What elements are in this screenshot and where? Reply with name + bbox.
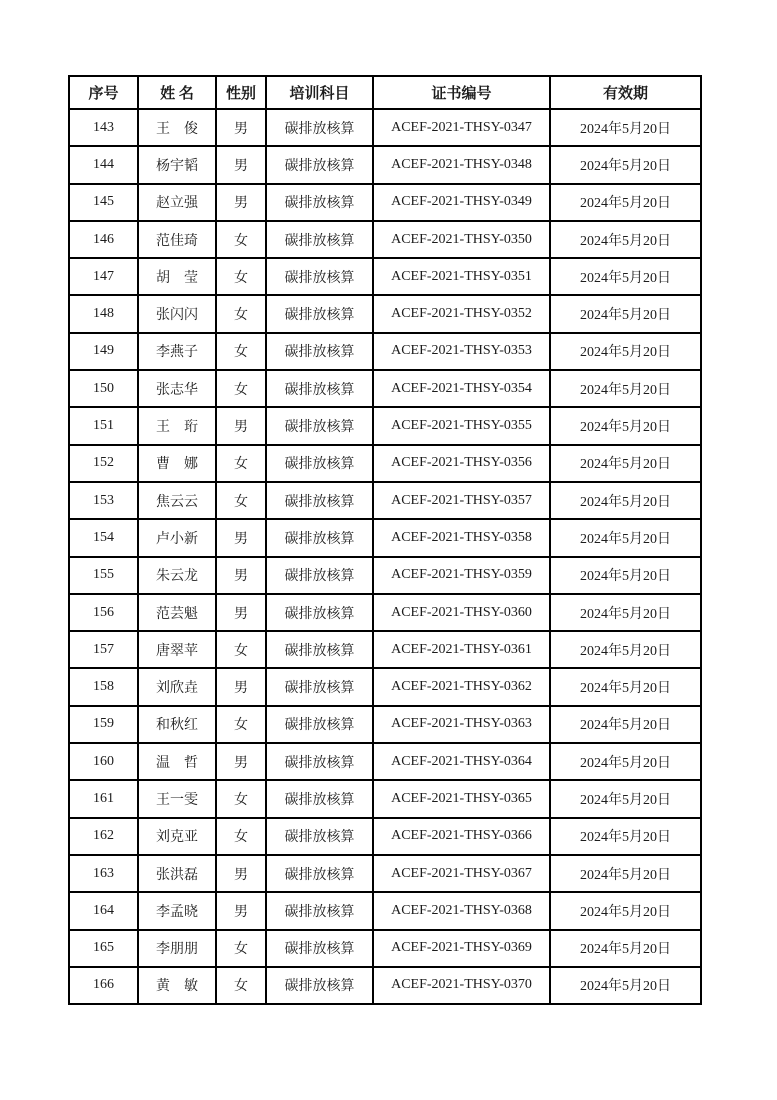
table-row [69, 407, 701, 444]
table-row [69, 184, 701, 221]
cell-subject: 碳排放核算 [266, 743, 373, 780]
cell-index: 147 [69, 258, 138, 295]
certificate-table [68, 75, 702, 1005]
column-header-validity: 有效期 [550, 76, 701, 109]
table-row [69, 668, 701, 705]
cell-validity: 2024年5月20日 [550, 221, 701, 258]
cell-cert_no: ACEF-2021-THSY-0347 [373, 109, 550, 146]
cell-subject: 碳排放核算 [266, 482, 373, 519]
cell-subject: 碳排放核算 [266, 855, 373, 892]
cell-subject: 碳排放核算 [266, 519, 373, 556]
table-row [69, 967, 701, 1004]
table-row [69, 743, 701, 780]
cell-subject: 碳排放核算 [266, 557, 373, 594]
cell-subject: 碳排放核算 [266, 370, 373, 407]
table-row [69, 594, 701, 631]
cell-index: 143 [69, 109, 138, 146]
cell-validity: 2024年5月20日 [550, 780, 701, 817]
cell-gender: 男 [216, 407, 266, 444]
cell-name: 杨宇韬 [138, 146, 216, 183]
cell-name: 王一雯 [138, 780, 216, 817]
cell-name: 焦云云 [138, 482, 216, 519]
cell-validity: 2024年5月20日 [550, 407, 701, 444]
table-row [69, 333, 701, 370]
cell-name: 范佳琦 [138, 221, 216, 258]
cell-name: 刘克亚 [138, 818, 216, 855]
cell-validity: 2024年5月20日 [550, 109, 701, 146]
cell-gender: 女 [216, 818, 266, 855]
cell-cert_no: ACEF-2021-THSY-0369 [373, 930, 550, 967]
cell-validity: 2024年5月20日 [550, 668, 701, 705]
cell-subject: 碳排放核算 [266, 221, 373, 258]
cell-gender: 男 [216, 519, 266, 556]
cell-gender: 女 [216, 930, 266, 967]
cell-validity: 2024年5月20日 [550, 445, 701, 482]
cell-gender: 男 [216, 594, 266, 631]
table-row [69, 519, 701, 556]
cell-index: 146 [69, 221, 138, 258]
header-row [69, 76, 701, 109]
cell-gender: 女 [216, 295, 266, 332]
cell-index: 164 [69, 892, 138, 929]
cell-index: 151 [69, 407, 138, 444]
cell-cert_no: ACEF-2021-THSY-0357 [373, 482, 550, 519]
table-row [69, 557, 701, 594]
cell-gender: 男 [216, 855, 266, 892]
cell-gender: 女 [216, 631, 266, 668]
cell-name: 李孟晓 [138, 892, 216, 929]
cell-cert_no: ACEF-2021-THSY-0368 [373, 892, 550, 929]
column-header-gender: 性别 [216, 76, 266, 109]
cell-name: 范芸魁 [138, 594, 216, 631]
cell-index: 158 [69, 668, 138, 705]
cell-index: 155 [69, 557, 138, 594]
cell-validity: 2024年5月20日 [550, 892, 701, 929]
table-row [69, 706, 701, 743]
table-row [69, 146, 701, 183]
cell-validity: 2024年5月20日 [550, 146, 701, 183]
cell-subject: 碳排放核算 [266, 631, 373, 668]
cell-validity: 2024年5月20日 [550, 184, 701, 221]
cell-gender: 男 [216, 892, 266, 929]
table-row [69, 631, 701, 668]
cell-name: 曹 娜 [138, 445, 216, 482]
cell-name: 卢小新 [138, 519, 216, 556]
table-row [69, 109, 701, 146]
cell-subject: 碳排放核算 [266, 407, 373, 444]
cell-name: 李朋朋 [138, 930, 216, 967]
cell-name: 温 哲 [138, 743, 216, 780]
cell-cert_no: ACEF-2021-THSY-0360 [373, 594, 550, 631]
cell-gender: 女 [216, 333, 266, 370]
cell-name: 唐翠苹 [138, 631, 216, 668]
cell-cert_no: ACEF-2021-THSY-0365 [373, 780, 550, 817]
cell-name: 胡 莹 [138, 258, 216, 295]
cell-cert_no: ACEF-2021-THSY-0361 [373, 631, 550, 668]
cell-index: 156 [69, 594, 138, 631]
cell-index: 148 [69, 295, 138, 332]
cell-cert_no: ACEF-2021-THSY-0348 [373, 146, 550, 183]
cell-cert_no: ACEF-2021-THSY-0367 [373, 855, 550, 892]
table-row [69, 258, 701, 295]
table-row [69, 445, 701, 482]
cell-cert_no: ACEF-2021-THSY-0349 [373, 184, 550, 221]
cell-index: 160 [69, 743, 138, 780]
cell-validity: 2024年5月20日 [550, 818, 701, 855]
cell-index: 145 [69, 184, 138, 221]
cell-gender: 女 [216, 221, 266, 258]
cell-validity: 2024年5月20日 [550, 594, 701, 631]
cell-gender: 男 [216, 109, 266, 146]
cell-index: 165 [69, 930, 138, 967]
cell-cert_no: ACEF-2021-THSY-0350 [373, 221, 550, 258]
cell-index: 162 [69, 818, 138, 855]
cell-validity: 2024年5月20日 [550, 557, 701, 594]
cell-gender: 男 [216, 743, 266, 780]
cell-subject: 碳排放核算 [266, 706, 373, 743]
cell-validity: 2024年5月20日 [550, 482, 701, 519]
cell-index: 152 [69, 445, 138, 482]
table-row [69, 221, 701, 258]
cell-cert_no: ACEF-2021-THSY-0355 [373, 407, 550, 444]
cell-name: 朱云龙 [138, 557, 216, 594]
cell-name: 王 珩 [138, 407, 216, 444]
cell-subject: 碳排放核算 [266, 445, 373, 482]
cell-index: 157 [69, 631, 138, 668]
column-header-subject: 培训科目 [266, 76, 373, 109]
cell-gender: 女 [216, 706, 266, 743]
table-row [69, 855, 701, 892]
table-row [69, 930, 701, 967]
cell-cert_no: ACEF-2021-THSY-0351 [373, 258, 550, 295]
cell-validity: 2024年5月20日 [550, 706, 701, 743]
cell-name: 和秋红 [138, 706, 216, 743]
cell-validity: 2024年5月20日 [550, 967, 701, 1004]
cell-gender: 女 [216, 780, 266, 817]
cell-gender: 女 [216, 482, 266, 519]
cell-validity: 2024年5月20日 [550, 743, 701, 780]
cell-name: 王 俊 [138, 109, 216, 146]
cell-cert_no: ACEF-2021-THSY-0370 [373, 967, 550, 1004]
cell-index: 154 [69, 519, 138, 556]
cell-name: 赵立强 [138, 184, 216, 221]
cell-validity: 2024年5月20日 [550, 855, 701, 892]
cell-subject: 碳排放核算 [266, 780, 373, 817]
cell-name: 黄 敏 [138, 967, 216, 1004]
cell-index: 161 [69, 780, 138, 817]
cell-index: 163 [69, 855, 138, 892]
cell-index: 150 [69, 370, 138, 407]
table-row [69, 780, 701, 817]
cell-index: 159 [69, 706, 138, 743]
cell-validity: 2024年5月20日 [550, 930, 701, 967]
cell-validity: 2024年5月20日 [550, 370, 701, 407]
table-row [69, 818, 701, 855]
cell-cert_no: ACEF-2021-THSY-0356 [373, 445, 550, 482]
column-header-name: 姓 名 [138, 76, 216, 109]
cell-cert_no: ACEF-2021-THSY-0359 [373, 557, 550, 594]
cell-cert_no: ACEF-2021-THSY-0364 [373, 743, 550, 780]
cell-subject: 碳排放核算 [266, 295, 373, 332]
column-header-index: 序号 [69, 76, 138, 109]
cell-index: 149 [69, 333, 138, 370]
cell-gender: 女 [216, 370, 266, 407]
cell-subject: 碳排放核算 [266, 967, 373, 1004]
table-row [69, 482, 701, 519]
cell-subject: 碳排放核算 [266, 930, 373, 967]
cell-gender: 男 [216, 146, 266, 183]
cell-name: 刘欣垚 [138, 668, 216, 705]
cell-cert_no: ACEF-2021-THSY-0352 [373, 295, 550, 332]
cell-validity: 2024年5月20日 [550, 333, 701, 370]
cell-validity: 2024年5月20日 [550, 519, 701, 556]
cell-validity: 2024年5月20日 [550, 295, 701, 332]
cell-subject: 碳排放核算 [266, 146, 373, 183]
cell-index: 153 [69, 482, 138, 519]
cell-gender: 女 [216, 445, 266, 482]
cell-subject: 碳排放核算 [266, 184, 373, 221]
cell-index: 144 [69, 146, 138, 183]
cell-name: 张闪闪 [138, 295, 216, 332]
cell-gender: 女 [216, 967, 266, 1004]
cell-gender: 女 [216, 258, 266, 295]
cell-validity: 2024年5月20日 [550, 258, 701, 295]
table-row [69, 295, 701, 332]
cell-validity: 2024年5月20日 [550, 631, 701, 668]
cell-name: 张志华 [138, 370, 216, 407]
cell-gender: 男 [216, 184, 266, 221]
cell-index: 166 [69, 967, 138, 1004]
cell-subject: 碳排放核算 [266, 892, 373, 929]
cell-gender: 男 [216, 668, 266, 705]
cell-subject: 碳排放核算 [266, 333, 373, 370]
table-row [69, 370, 701, 407]
cell-cert_no: ACEF-2021-THSY-0354 [373, 370, 550, 407]
cell-subject: 碳排放核算 [266, 594, 373, 631]
cell-cert_no: ACEF-2021-THSY-0363 [373, 706, 550, 743]
cell-name: 李燕子 [138, 333, 216, 370]
cell-subject: 碳排放核算 [266, 258, 373, 295]
cell-cert_no: ACEF-2021-THSY-0366 [373, 818, 550, 855]
table-row [69, 892, 701, 929]
cell-subject: 碳排放核算 [266, 668, 373, 705]
cell-cert_no: ACEF-2021-THSY-0358 [373, 519, 550, 556]
cell-subject: 碳排放核算 [266, 109, 373, 146]
cell-gender: 男 [216, 557, 266, 594]
cell-cert_no: ACEF-2021-THSY-0353 [373, 333, 550, 370]
cell-name: 张洪磊 [138, 855, 216, 892]
cell-cert_no: ACEF-2021-THSY-0362 [373, 668, 550, 705]
cell-subject: 碳排放核算 [266, 818, 373, 855]
column-header-cert_no: 证书编号 [373, 76, 550, 109]
